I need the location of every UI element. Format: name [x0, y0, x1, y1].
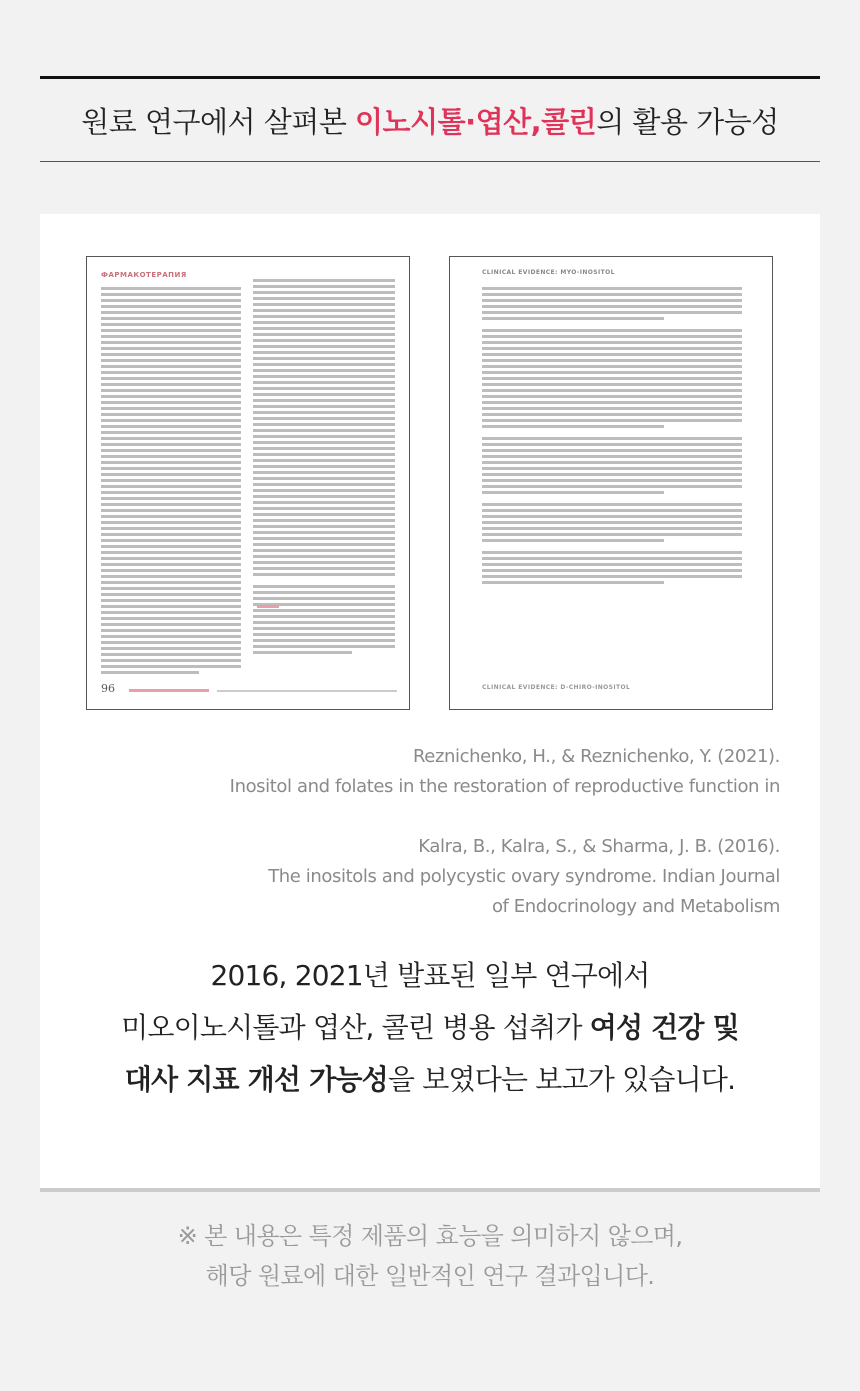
top-rule	[40, 76, 820, 79]
disclaimer	[40, 1216, 820, 1296]
body-line-2-plain: 미오이노시톨과 엽산, 콜린 병용 섭취가	[121, 1011, 590, 1044]
paper-right-footer-heading: CLINICAL EVIDENCE: D-CHIRO-INOSITOL	[482, 684, 631, 691]
body-line-1: 2016, 2021년 발표된 일부 연구에서	[210, 959, 650, 992]
title-suffix: 의 활용 가능성	[596, 105, 779, 139]
reference-2-authors: Kalra, B., Kalra, S., & Sharma, J. B. (2016).	[418, 836, 780, 857]
title-accent: 이노시톨·엽산,콜린	[355, 105, 597, 139]
disclaimer-line-2: 해당 원료에 대한 일반적인 연구 결과입니다.	[205, 1262, 655, 1290]
paper-left-heading: ФАРМАКОТЕРАПИЯ	[101, 271, 187, 279]
reference-2	[80, 832, 780, 922]
body-line-3-bold: 대사 지표 개선 가능성	[124, 1063, 388, 1096]
body-line-3	[40, 1054, 820, 1106]
paper-left-footer-line	[217, 690, 397, 692]
paper-thumbnail-left	[86, 256, 410, 710]
paper-right-body	[482, 287, 742, 587]
card-bottom-border	[40, 1188, 820, 1192]
paper-left-footer-note	[129, 689, 209, 692]
paper-left-column-1	[101, 287, 241, 677]
page-title	[40, 98, 820, 146]
title-prefix: 원료 연구에서 살펴본	[81, 105, 356, 139]
reference-2-journal: of Endocrinology and Metabolism	[491, 896, 780, 917]
reference-1-title: Inositol and folates in the restoration of reproductive function in	[229, 776, 780, 797]
paper-left-page-number: 96	[101, 682, 115, 695]
body-paragraph	[40, 950, 820, 1106]
disclaimer-line-1: ※ 본 내용은 특정 제품의 효능을 의미하지 않으며,	[177, 1222, 683, 1250]
content-card	[40, 214, 820, 1188]
body-line-3-plain: 을 보였다는 보고가 있습니다.	[387, 1063, 736, 1096]
paper-left-highlight	[257, 605, 279, 608]
paper-right-heading: CLINICAL EVIDENCE: MYO-INOSITOL	[482, 269, 615, 276]
paper-left-column-2	[253, 279, 395, 657]
paper-thumbnail-right	[449, 256, 773, 710]
body-line-2	[40, 1002, 820, 1054]
reference-1-authors: Reznichenko, H., & Reznichenko, Y. (2021).	[412, 746, 780, 767]
reference-2-title: The inositols and polycystic ovary syndrome. Indian Journal	[268, 866, 780, 887]
title-rule	[40, 161, 820, 162]
body-line-2-bold: 여성 건강 및	[589, 1011, 739, 1044]
reference-1	[80, 742, 780, 802]
